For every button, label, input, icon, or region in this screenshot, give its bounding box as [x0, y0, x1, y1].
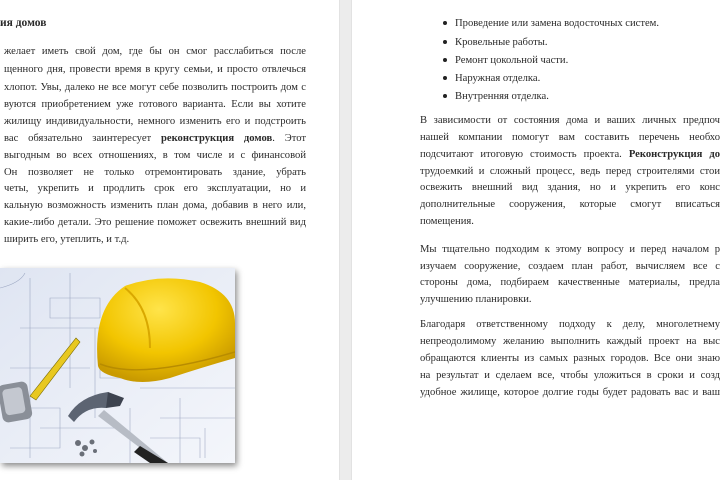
text-line: Благодаря ответственному подходу к делу, многолетнему: [420, 319, 720, 330]
text-segment: вас обязательно заинтересует: [4, 133, 161, 144]
text-line: Мы тщательно подходим к этому вопросу и перед началом р: [420, 244, 720, 255]
text-line: изучаем сооружение, создаем план работ, вычисляем все с: [420, 261, 720, 272]
text-line: желает иметь свой дом, где бы он смог расслабиться после: [4, 46, 306, 57]
text-line: стороны дома, подбираем качественные материалы, предла: [420, 277, 720, 288]
construction-photo: [0, 268, 235, 463]
text-line: В зависимости от состояния дома и ваших личных предпоч: [420, 115, 720, 126]
section-heading: ия домов: [0, 17, 47, 29]
bullet-icon: [443, 21, 447, 25]
list-item: [455, 90, 549, 103]
list-item-text: Кровельные работы.: [455, 37, 548, 48]
text-line: на результат и сделаем все, чтобы уложиться в сроки и созд: [420, 370, 720, 381]
text-line: помещения.: [420, 216, 474, 227]
list-item-text: Ремонт цокольной части.: [455, 55, 569, 66]
list-item: [455, 72, 540, 85]
list-item-text: Проведение или замена водосточных систем.: [455, 18, 660, 29]
bullet-icon: [443, 76, 447, 80]
text-line: какие-либо детали. Это решение поможет освежить внешний вид: [4, 217, 306, 228]
text-line: четы, укрепить и продлить срок его эксплуатации, но и: [4, 183, 306, 194]
text-segment: . Этот: [272, 133, 306, 144]
list-item: [455, 17, 659, 30]
list-item-text: Внутренняя отделка.: [455, 91, 549, 102]
text-line: обращаются клиенты из самых разных городов. Все они знаю: [420, 353, 720, 364]
bullet-icon: [443, 94, 447, 98]
text-line: щенного дня, провести время в кругу семьи, и просто отвлечься: [4, 64, 306, 75]
text-line: ширить его, утеплить, и т.д.: [4, 234, 130, 245]
list-item-text: Наружная отделка.: [455, 73, 541, 84]
bullet-icon: [443, 40, 447, 44]
left-page: [0, 0, 339, 480]
page-gap: [339, 0, 352, 480]
text-line: [4, 132, 306, 145]
text-line: освежить внешний вид здания, но и укрепить его конс: [420, 182, 720, 193]
text-line: хлопот. Увы, далеко не все могут себе позволить построить дом с: [4, 82, 306, 93]
bold-keyword: реконструкция домов: [161, 133, 273, 144]
text-line: удобное жилище, которое долгие годы будет радовать вас и ваш: [420, 387, 720, 398]
text-line: трудоемкий и сложный процесс, ведь перед строителями стои: [420, 166, 720, 177]
text-line: [420, 148, 720, 161]
bullet-icon: [443, 58, 447, 62]
text-line: дополнительные сооружения, которые смогут вписаться: [420, 199, 720, 210]
text-line: жилищу индивидуальности, немного изменить его и подстроить: [4, 116, 306, 127]
text-line: улучшению планировки.: [420, 294, 532, 305]
text-line: Он позволяет не только отремонтировать здание, убрать: [4, 167, 306, 178]
text-line: кальную возможность изменить план дома, добавив в него или,: [4, 200, 306, 211]
text-line: непреодолимому желанию выполнить каждый проект на выс: [420, 336, 720, 347]
list-item: [455, 54, 568, 67]
text-line: выгодным во всех отношениях, в том числе и с финансовой: [4, 150, 306, 161]
right-page: [352, 0, 720, 480]
text-line: вуются приобретением уже готового варианта. Если вы хотите: [4, 99, 306, 110]
bold-keyword: Реконструкция до: [628, 149, 720, 160]
text-line: нашей компании помогут вам составить перечень необхо: [420, 132, 720, 143]
list-item: [455, 36, 548, 49]
text-segment: подсчитают итоговую стоимость проекта.: [420, 149, 629, 160]
